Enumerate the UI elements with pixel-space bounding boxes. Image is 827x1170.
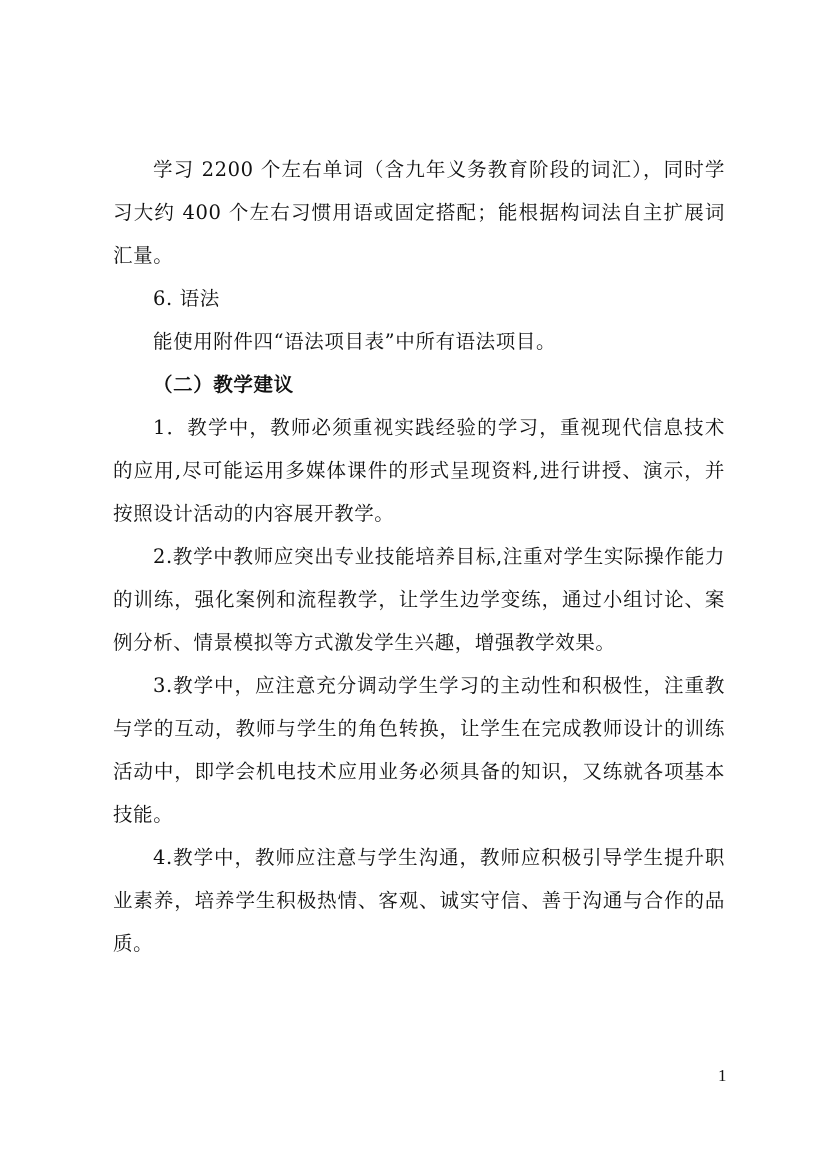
section-heading: （二）教学建议 <box>153 373 294 396</box>
page-number: 1 <box>718 1066 727 1085</box>
grammar-paragraph: 能使用附件四“语法项目表”中所有语法项目。 <box>153 330 557 353</box>
grammar-heading: 6. 语法 <box>153 287 220 310</box>
body-text <box>113 148 725 965</box>
teaching-advice-3: 3.教学中，应注意充分调动学生学习的主动性和积极性，注重教与学的互动，教师与学生的角色转换，让学生在完成教师设计的训练活动中，即学会机电技术应用业务必须具备的知识，又练就各项基本技能。 <box>113 674 725 826</box>
teaching-advice-4: 4.教学中，教师应注意与学生沟通，教师应积极引导学生提升职业素养，培养学生积极热情、客观、诚实守信、善于沟通与合作的品质。 <box>113 846 725 955</box>
vocabulary-paragraph: 学习 2200 个左右单词（含九年义务教育阶段的词汇），同时学习大约 400 个左右习惯用语或固定搭配；能根据构词法自主扩展词汇量。 <box>113 158 725 267</box>
teaching-advice-1: 1．教学中，教师必须重视实践经验的学习，重视现代信息技术的应用,尽可能运用多媒体课件的形式呈现资料,进行讲授、演示，并按照设计活动的内容展开教学。 <box>113 416 725 525</box>
teaching-advice-2: 2.教学中教师应突出专业技能培养目标,注重对学生实际操作能力的训练，强化案例和流程教学，让学生边学变练，通过小组讨论、案例分析、情景模拟等方式激发学生兴趣，增强教学效果。 <box>113 545 725 654</box>
